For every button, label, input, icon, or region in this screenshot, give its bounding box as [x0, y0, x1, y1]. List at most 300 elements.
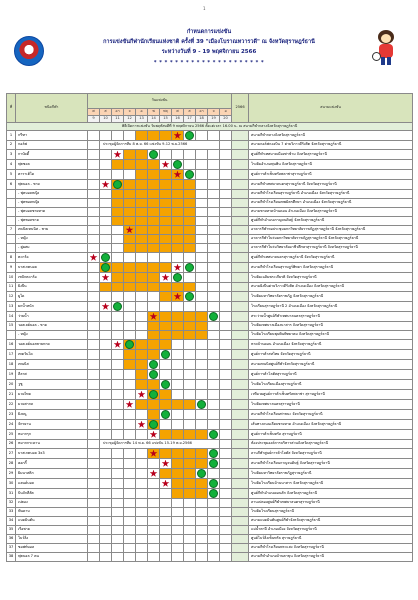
schedule-cell — [136, 489, 148, 499]
schedule-cell — [112, 199, 124, 208]
schedule-table — [6, 93, 413, 562]
schedule-cell — [220, 263, 232, 273]
schedule-cell — [208, 131, 220, 141]
venue-name: สนามกีฬาเทศบาลนครสุราษฎร์ธานี จังหวัดสุราษฎร์ธานี — [249, 180, 413, 190]
schedule-cell — [172, 430, 184, 440]
schedule-cell — [124, 449, 136, 459]
schedule-cell — [196, 489, 208, 499]
schedule-cell — [100, 217, 112, 226]
schedule-cell — [160, 226, 172, 235]
schedule-cell — [160, 322, 172, 331]
schedule-cell — [88, 449, 100, 459]
schedule-cell — [148, 312, 160, 322]
schedule-cell — [148, 508, 160, 517]
schedule-cell — [220, 420, 232, 430]
extra-day-cell — [232, 208, 249, 217]
schedule-cell — [148, 244, 160, 253]
schedule-cell — [100, 322, 112, 331]
schedule-cell — [184, 340, 196, 350]
schedule-cell — [88, 208, 100, 217]
schedule-cell — [136, 312, 148, 322]
schedule-cell — [136, 430, 148, 440]
schedule-cell — [160, 360, 172, 370]
sport-name: ยิงปืน — [16, 283, 88, 292]
schedule-cell — [172, 235, 184, 244]
schedule-cell — [160, 508, 172, 517]
schedule-cell — [136, 263, 148, 273]
schedule-cell — [184, 217, 196, 226]
table-row — [7, 370, 413, 380]
schedule-cell — [208, 160, 220, 170]
schedule-cell — [100, 331, 112, 340]
schedule-cell — [184, 283, 196, 292]
schedule-cell — [184, 459, 196, 469]
schedule-cell — [220, 469, 232, 479]
schedule-cell — [196, 273, 208, 283]
venue-name: ศูนย์กีฬาเทศบาลนครสุราษฎร์ธานี จังหวัดสุราษฎร์ธานี — [249, 253, 413, 263]
table-row — [7, 499, 413, 508]
row-number — [7, 199, 16, 208]
schedule-cell — [124, 410, 136, 420]
extra-day-cell — [232, 517, 249, 526]
table-row — [7, 199, 413, 208]
row-number: 5 — [7, 170, 16, 180]
schedule-cell — [112, 526, 124, 535]
schedule-cell — [220, 535, 232, 544]
extra-day-cell — [232, 226, 249, 235]
schedule-cell — [160, 459, 172, 469]
schedule-cell — [208, 459, 220, 469]
schedule-cell — [160, 150, 172, 160]
schedule-cell — [100, 544, 112, 553]
schedule-cell — [100, 208, 112, 217]
schedule-cell — [88, 180, 100, 190]
schedule-cell — [208, 208, 220, 217]
venue-name: สนามชายหาดบ้านดอน อำเภอเมือง จังหวัดสุราษฎร์ธานี — [249, 208, 413, 217]
schedule-cell — [172, 322, 184, 331]
schedule-cell — [184, 150, 196, 160]
schedule-cell — [112, 499, 124, 508]
schedule-cell — [148, 390, 160, 400]
row-number: 35 — [7, 526, 16, 535]
schedule-cell — [148, 170, 160, 180]
schedule-cell — [220, 340, 232, 350]
schedule-cell — [196, 499, 208, 508]
schedule-cell — [136, 553, 148, 562]
green-dot-icon — [113, 180, 122, 189]
schedule-cell — [88, 430, 100, 440]
schedule-cell — [220, 253, 232, 263]
table-row — [7, 331, 413, 340]
table-row — [7, 420, 413, 430]
schedule-cell — [148, 469, 160, 479]
schedule-cell — [196, 263, 208, 273]
schedule-cell — [124, 253, 136, 263]
schedule-cell — [172, 508, 184, 517]
row-number: 8 — [7, 253, 16, 263]
schedule-cell — [88, 263, 100, 273]
schedule-cell — [220, 410, 232, 420]
extra-day-cell — [232, 390, 249, 400]
schedule-cell — [220, 479, 232, 489]
schedule-cell — [124, 312, 136, 322]
row-number: 1 — [7, 131, 16, 141]
schedule-cell — [136, 302, 148, 312]
row-number: 36 — [7, 535, 16, 544]
extra-day-cell — [232, 141, 249, 150]
schedule-cell — [208, 517, 220, 526]
table-row — [7, 489, 413, 499]
schedule-cell — [184, 499, 196, 508]
schedule-cell — [112, 390, 124, 400]
schedule-cell — [88, 273, 100, 283]
schedule-cell — [112, 226, 124, 235]
schedule-cell — [220, 449, 232, 459]
schedule-cell — [220, 226, 232, 235]
schedule-cell — [124, 302, 136, 312]
schedule-cell — [184, 302, 196, 312]
red-star-icon — [102, 274, 110, 282]
venue-name: โรงยิมโรงเรียนบ้านนาสาร จังหวัดสุราษฎร์ธานี — [249, 479, 413, 489]
schedule-cell — [100, 360, 112, 370]
schedule-cell — [88, 350, 100, 360]
schedule-cell — [100, 553, 112, 562]
schedule-cell — [196, 190, 208, 199]
schedule-cell — [124, 553, 136, 562]
schedule-cell — [112, 340, 124, 350]
table-row — [7, 141, 413, 150]
schedule-cell — [112, 253, 124, 263]
table-row — [7, 283, 413, 292]
schedule-cell — [184, 430, 196, 440]
schedule-cell — [136, 292, 148, 302]
schedule-cell — [220, 199, 232, 208]
schedule-cell — [208, 292, 220, 302]
schedule-cell — [88, 322, 100, 331]
schedule-cell — [88, 479, 100, 489]
sport-name: วูซู — [16, 380, 88, 390]
schedule-cell — [124, 380, 136, 390]
green-dot-icon — [173, 273, 182, 282]
schedule-cell — [148, 226, 160, 235]
schedule-cell — [172, 370, 184, 380]
schedule-cell — [148, 331, 160, 340]
red-star-icon — [174, 293, 182, 301]
schedule-cell — [124, 400, 136, 410]
sport-name: ฟุตบอล 7 คน — [16, 553, 88, 562]
schedule-cell — [184, 449, 196, 459]
schedule-cell — [160, 400, 172, 410]
schedule-cell — [220, 508, 232, 517]
schedule-cell — [160, 331, 172, 340]
schedule-cell — [124, 535, 136, 544]
extra-day-cell — [232, 160, 249, 170]
schedule-cell — [136, 360, 148, 370]
schedule-cell — [196, 508, 208, 517]
schedule-cell — [112, 544, 124, 553]
row-number: 7 — [7, 226, 16, 235]
row-number: 37 — [7, 544, 16, 553]
schedule-cell — [88, 141, 100, 150]
schedule-cell — [184, 235, 196, 244]
schedule-cell — [172, 420, 184, 430]
table-row — [7, 208, 413, 217]
schedule-cell — [136, 273, 148, 283]
schedule-cell — [148, 160, 160, 170]
table-row — [7, 302, 413, 312]
schedule-cell — [220, 190, 232, 199]
green-dot-icon — [149, 390, 158, 399]
table-row — [7, 440, 413, 449]
schedule-cell — [136, 253, 148, 263]
schedule-cell — [124, 544, 136, 553]
sport-name: วอลเลย์บอล - ชาย — [16, 322, 88, 331]
schedule-cell — [196, 544, 208, 553]
schedule-cell — [160, 544, 172, 553]
sport-name: หมากกระดาน — [16, 440, 88, 449]
schedule-cell — [172, 253, 184, 263]
schedule-cell — [124, 190, 136, 199]
schedule-cell — [112, 410, 124, 420]
schedule-cell — [196, 410, 208, 420]
schedule-cell — [100, 535, 112, 544]
schedule-cell — [196, 400, 208, 410]
schedule-cell — [184, 160, 196, 170]
venue-name: อาคารกีฬาในร่มมหาวิทยาลัยราชภัฏสุราษฎร์ธานี จังหวัดสุราษฎร์ธานี — [249, 235, 413, 244]
schedule-cell — [136, 400, 148, 410]
schedule-cell — [196, 526, 208, 535]
row-number: 32 — [7, 499, 16, 508]
schedule-cell — [172, 535, 184, 544]
schedule-cell — [100, 508, 112, 517]
table-row — [7, 180, 413, 190]
green-dot-icon — [209, 430, 218, 439]
schedule-cell — [196, 312, 208, 322]
schedule-cell — [112, 350, 124, 360]
schedule-cell — [220, 302, 232, 312]
schedule-cell — [148, 499, 160, 508]
schedule-cell — [112, 430, 124, 440]
schedule-cell — [160, 180, 172, 190]
schedule-cell — [148, 350, 160, 360]
green-dot-icon — [149, 420, 158, 429]
table-row — [7, 160, 413, 170]
day-abbr: ศ — [172, 109, 184, 116]
extra-day-cell — [232, 292, 249, 302]
schedule-cell — [172, 517, 184, 526]
schedule-cell — [184, 410, 196, 420]
sport-name: ซอฟท์บอล — [16, 544, 88, 553]
schedule-cell — [208, 322, 220, 331]
schedule-cell — [136, 190, 148, 199]
schedule-cell — [100, 180, 112, 190]
red-star-icon — [102, 181, 110, 189]
schedule-cell — [160, 283, 172, 292]
schedule-cell — [148, 380, 160, 390]
schedule-cell — [124, 180, 136, 190]
venue-name: โรงยิมเทศบาลเมืองนาสาร จังหวัดสุราษฎร์ธานี — [249, 322, 413, 331]
schedule-cell — [208, 489, 220, 499]
schedule-cell — [172, 489, 184, 499]
schedule-cell — [172, 199, 184, 208]
schedule-cell — [172, 360, 184, 370]
schedule-cell — [184, 544, 196, 553]
schedule-cell — [100, 263, 112, 273]
schedule-cell — [88, 199, 100, 208]
sport-name: ยูโด — [16, 292, 88, 302]
schedule-cell — [160, 273, 172, 283]
schedule-cell — [100, 469, 112, 479]
schedule-cell — [184, 292, 196, 302]
schedule-cell — [208, 390, 220, 400]
schedule-cell — [136, 235, 148, 244]
schedule-cell — [88, 253, 100, 263]
schedule-cell — [124, 517, 136, 526]
schedule-cell — [136, 526, 148, 535]
schedule-cell — [220, 131, 232, 141]
schedule-cell — [88, 244, 100, 253]
schedule-cell — [88, 170, 100, 180]
venue-name: สนามกอล์ฟกองบิน 7 ค่ายวิภาวดีรังสิต จังหวัดสุราษฎร์ธานี — [249, 141, 413, 150]
schedule-cell — [208, 150, 220, 160]
schedule-cell — [184, 535, 196, 544]
schedule-cell — [208, 180, 220, 190]
schedule-cell — [184, 131, 196, 141]
schedule-cell — [184, 479, 196, 489]
schedule-cell — [220, 331, 232, 340]
schedule-cell — [160, 160, 172, 170]
schedule-cell — [160, 292, 172, 302]
schedule-cell — [124, 292, 136, 302]
schedule-cell — [124, 235, 136, 244]
schedule-cell — [196, 331, 208, 340]
schedule-cell — [208, 449, 220, 459]
schedule-cell — [112, 273, 124, 283]
venue-name: ศูนย์กีฬาอำเภอกาญจนดิษฐ์ จังหวัดสุราษฎร์ธานี — [249, 217, 413, 226]
schedule-cell — [136, 180, 148, 190]
row-number: 31 — [7, 489, 16, 499]
venue-name: หาดบ้านดอน อำเภอเมือง จังหวัดสุราษฎร์ธานี — [249, 340, 413, 350]
schedule-cell — [184, 489, 196, 499]
schedule-cell — [196, 553, 208, 562]
red-star-icon — [150, 313, 158, 321]
venue-name: โรงยิมโรงเรียนพุนพินพิทยาคม จังหวัดสุราษฎร์ธานี — [249, 331, 413, 340]
sport-name: - ฟุตบอลหญิง — [16, 190, 88, 199]
extra-day-cell — [232, 380, 249, 390]
schedule-cell — [112, 150, 124, 160]
schedule-cell — [148, 410, 160, 420]
schedule-cell — [100, 459, 112, 469]
schedule-cell — [112, 292, 124, 302]
schedule-cell — [160, 253, 172, 263]
schedule-cell — [220, 141, 232, 150]
table-row — [7, 508, 413, 517]
schedule-cell — [100, 235, 112, 244]
schedule-cell — [196, 208, 208, 217]
schedule-cell — [112, 322, 124, 331]
schedule-cell — [208, 420, 220, 430]
schedule-cell — [208, 469, 220, 479]
schedule-cell — [88, 553, 100, 562]
extra-day-cell — [232, 440, 249, 449]
schedule-cell — [124, 360, 136, 370]
schedule-cell — [208, 217, 220, 226]
schedule-cell — [124, 199, 136, 208]
sport-name: - หญิง — [16, 235, 88, 244]
schedule-cell — [220, 273, 232, 283]
schedule-cell — [160, 469, 172, 479]
schedule-cell — [124, 526, 136, 535]
sport-name: เทเบิลเทนนิส - ชาย — [16, 226, 88, 235]
schedule-cell — [136, 499, 148, 508]
schedule-cell — [148, 208, 160, 217]
green-dot-icon — [161, 350, 170, 359]
schedule-cell — [136, 322, 148, 331]
schedule-note: ประชุมผู้จัดการทีม 8 พ.ย. 66 แข่งขัน 9-12 พ.ย.2566 — [100, 141, 220, 150]
schedule-cell — [112, 360, 124, 370]
schedule-cell — [88, 340, 100, 350]
venue-name: ศูนย์การค้าโลตัสสุราษฎร์ธานี — [249, 370, 413, 380]
schedule-cell — [220, 517, 232, 526]
schedule-cell — [160, 410, 172, 420]
schedule-cell — [184, 508, 196, 517]
schedule-cell — [196, 283, 208, 292]
schedule-cell — [112, 459, 124, 469]
schedule-cell — [148, 292, 160, 302]
schedule-cell — [208, 190, 220, 199]
extra-day-cell — [232, 273, 249, 283]
schedule-cell — [148, 430, 160, 440]
green-dot-icon — [209, 489, 218, 498]
schedule-cell — [172, 312, 184, 322]
sport-name: - หญิง — [16, 331, 88, 340]
schedule-cell — [172, 544, 184, 553]
schedule-cell — [100, 420, 112, 430]
venue-name: โรงยิมมหาวิทยาลัยราชภัฏสุราษฎร์ธานี — [249, 469, 413, 479]
row-number: 25 — [7, 430, 16, 440]
day-abbr: อา — [112, 109, 124, 116]
schedule-cell — [148, 526, 160, 535]
table-row — [7, 544, 413, 553]
header-line-4: * * * * * * * * * * * * * * * * * * * * * — [153, 60, 265, 66]
schedule-cell — [112, 263, 124, 273]
schedule-cell — [196, 131, 208, 141]
schedule-cell — [136, 410, 148, 420]
schedule-cell — [136, 449, 148, 459]
schedule-cell — [112, 208, 124, 217]
table-row — [7, 253, 413, 263]
table-row — [7, 526, 413, 535]
schedule-cell — [172, 400, 184, 410]
schedule-cell — [88, 283, 100, 292]
schedule-cell — [208, 370, 220, 380]
schedule-cell — [196, 459, 208, 469]
sport-name: - ฟุตซอลหญิง — [16, 199, 88, 208]
extra-day-cell — [232, 420, 249, 430]
schedule-cell — [100, 150, 112, 160]
schedule-cell — [148, 553, 160, 562]
schedule-cell — [220, 235, 232, 244]
schedule-cell — [124, 508, 136, 517]
schedule-cell — [184, 370, 196, 380]
sport-name: ฟุตบอล - ชาย — [16, 180, 88, 190]
schedule-cell — [172, 499, 184, 508]
extra-day-cell — [232, 170, 249, 180]
venue-name: ศูนย์โบว์ลิ่งเซ็นทรัล สุราษฎร์ธานี — [249, 535, 413, 544]
sport-name: เปตอง — [16, 499, 88, 508]
venue-name: ศูนย์กีฬาเทศบาลเมืองท่าข้าม จังหวัดสุราษฎร์ธานี — [249, 150, 413, 160]
schedule-cell — [208, 226, 220, 235]
